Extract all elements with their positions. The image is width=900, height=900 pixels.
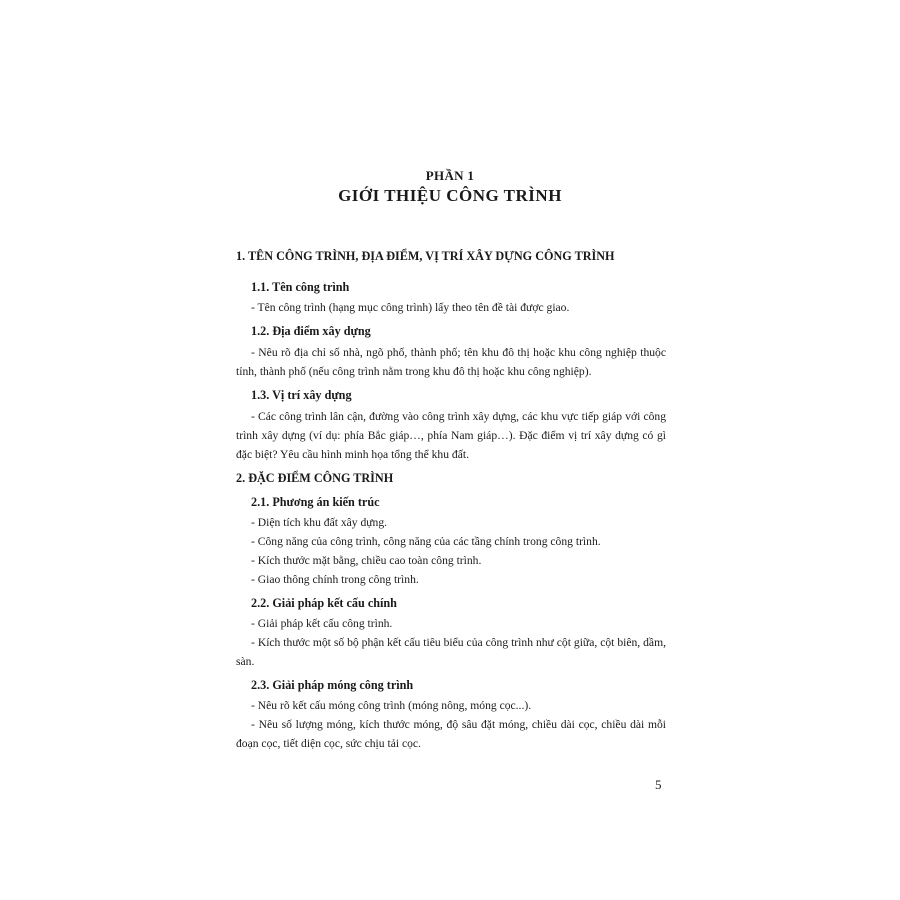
section-1-2-heading: 1.2. Địa điểm xây dựng xyxy=(251,324,371,338)
page-number: 5 xyxy=(655,777,662,792)
section-1-3-heading: 1.3. Vị trí xây dựng xyxy=(251,388,352,402)
section-2-1-line: - Giao thông chính trong công trình. xyxy=(251,573,419,586)
section-2-3-heading: 2.3. Giải pháp móng công trình xyxy=(251,678,414,692)
section-2-1-heading: 2.1. Phương án kiến trúc xyxy=(251,495,380,509)
section-2-2-line: - Giải pháp kết cấu công trình. xyxy=(251,617,393,630)
section-2-1-line: - Diện tích khu đất xây dựng. xyxy=(251,516,388,529)
section-2-2-text: - Kích thước một số bộ phận kết cấu tiêu biểu của công trình như cột giữa, cột biên, dầm, sàn. xyxy=(236,636,666,668)
section-2-2-heading: 2.2. Giải pháp kết cấu chính xyxy=(251,596,397,610)
section-1-1-heading: 1.1. Tên công trình xyxy=(251,280,350,294)
section-2-1-line: - Công năng của công trình, công năng của các tầng chính trong công trình. xyxy=(251,535,601,548)
section-1-3-text: - Các công trình lân cận, đường vào công trình xây dựng, các khu vực tiếp giáp với công trình xây dựng (ví dụ: phía Bắc giáp…, phía Nam giáp…). Đặc điểm vị trí xây dựng có gì đặc biệt? Yêu cầu hình minh họa tổng thể khu đất. xyxy=(236,410,666,461)
section-1-heading: 1. TÊN CÔNG TRÌNH, ĐỊA ĐIỂM, VỊ TRÍ XÂY DỰNG CÔNG TRÌNH xyxy=(236,249,615,263)
section-2-3-line: - Nêu rõ kết cấu móng công trình (móng nông, móng cọc...). xyxy=(251,699,532,712)
document-body xyxy=(236,248,666,753)
section-1-2-text: - Nêu rõ địa chỉ số nhà, ngõ phố, thành phố; tên khu đô thị hoặc khu công nghiệp thuộc tỉnh, thành phố (nếu công trình nằm trong khu đô thị hoặc khu công nghiệp). xyxy=(236,346,666,378)
part-title: GIỚI THIỆU CÔNG TRÌNH xyxy=(338,186,562,205)
section-1-1-text: - Tên công trình (hạng mục công trình) lấy theo tên đề tài được giao. xyxy=(251,301,570,314)
section-2-1-line: - Kích thước mặt bằng, chiều cao toàn công trình. xyxy=(251,554,482,567)
part-label: PHẦN 1 xyxy=(425,168,475,183)
section-2-3-text: - Nêu số lượng móng, kích thước móng, độ sâu đặt móng, chiều dài cọc, chiều dài mỗi đoạn cọc, tiết diện cọc, sức chịu tải cọc. xyxy=(236,718,666,750)
section-2-heading: 2. ĐẶC ĐIỂM CÔNG TRÌNH xyxy=(236,471,394,485)
